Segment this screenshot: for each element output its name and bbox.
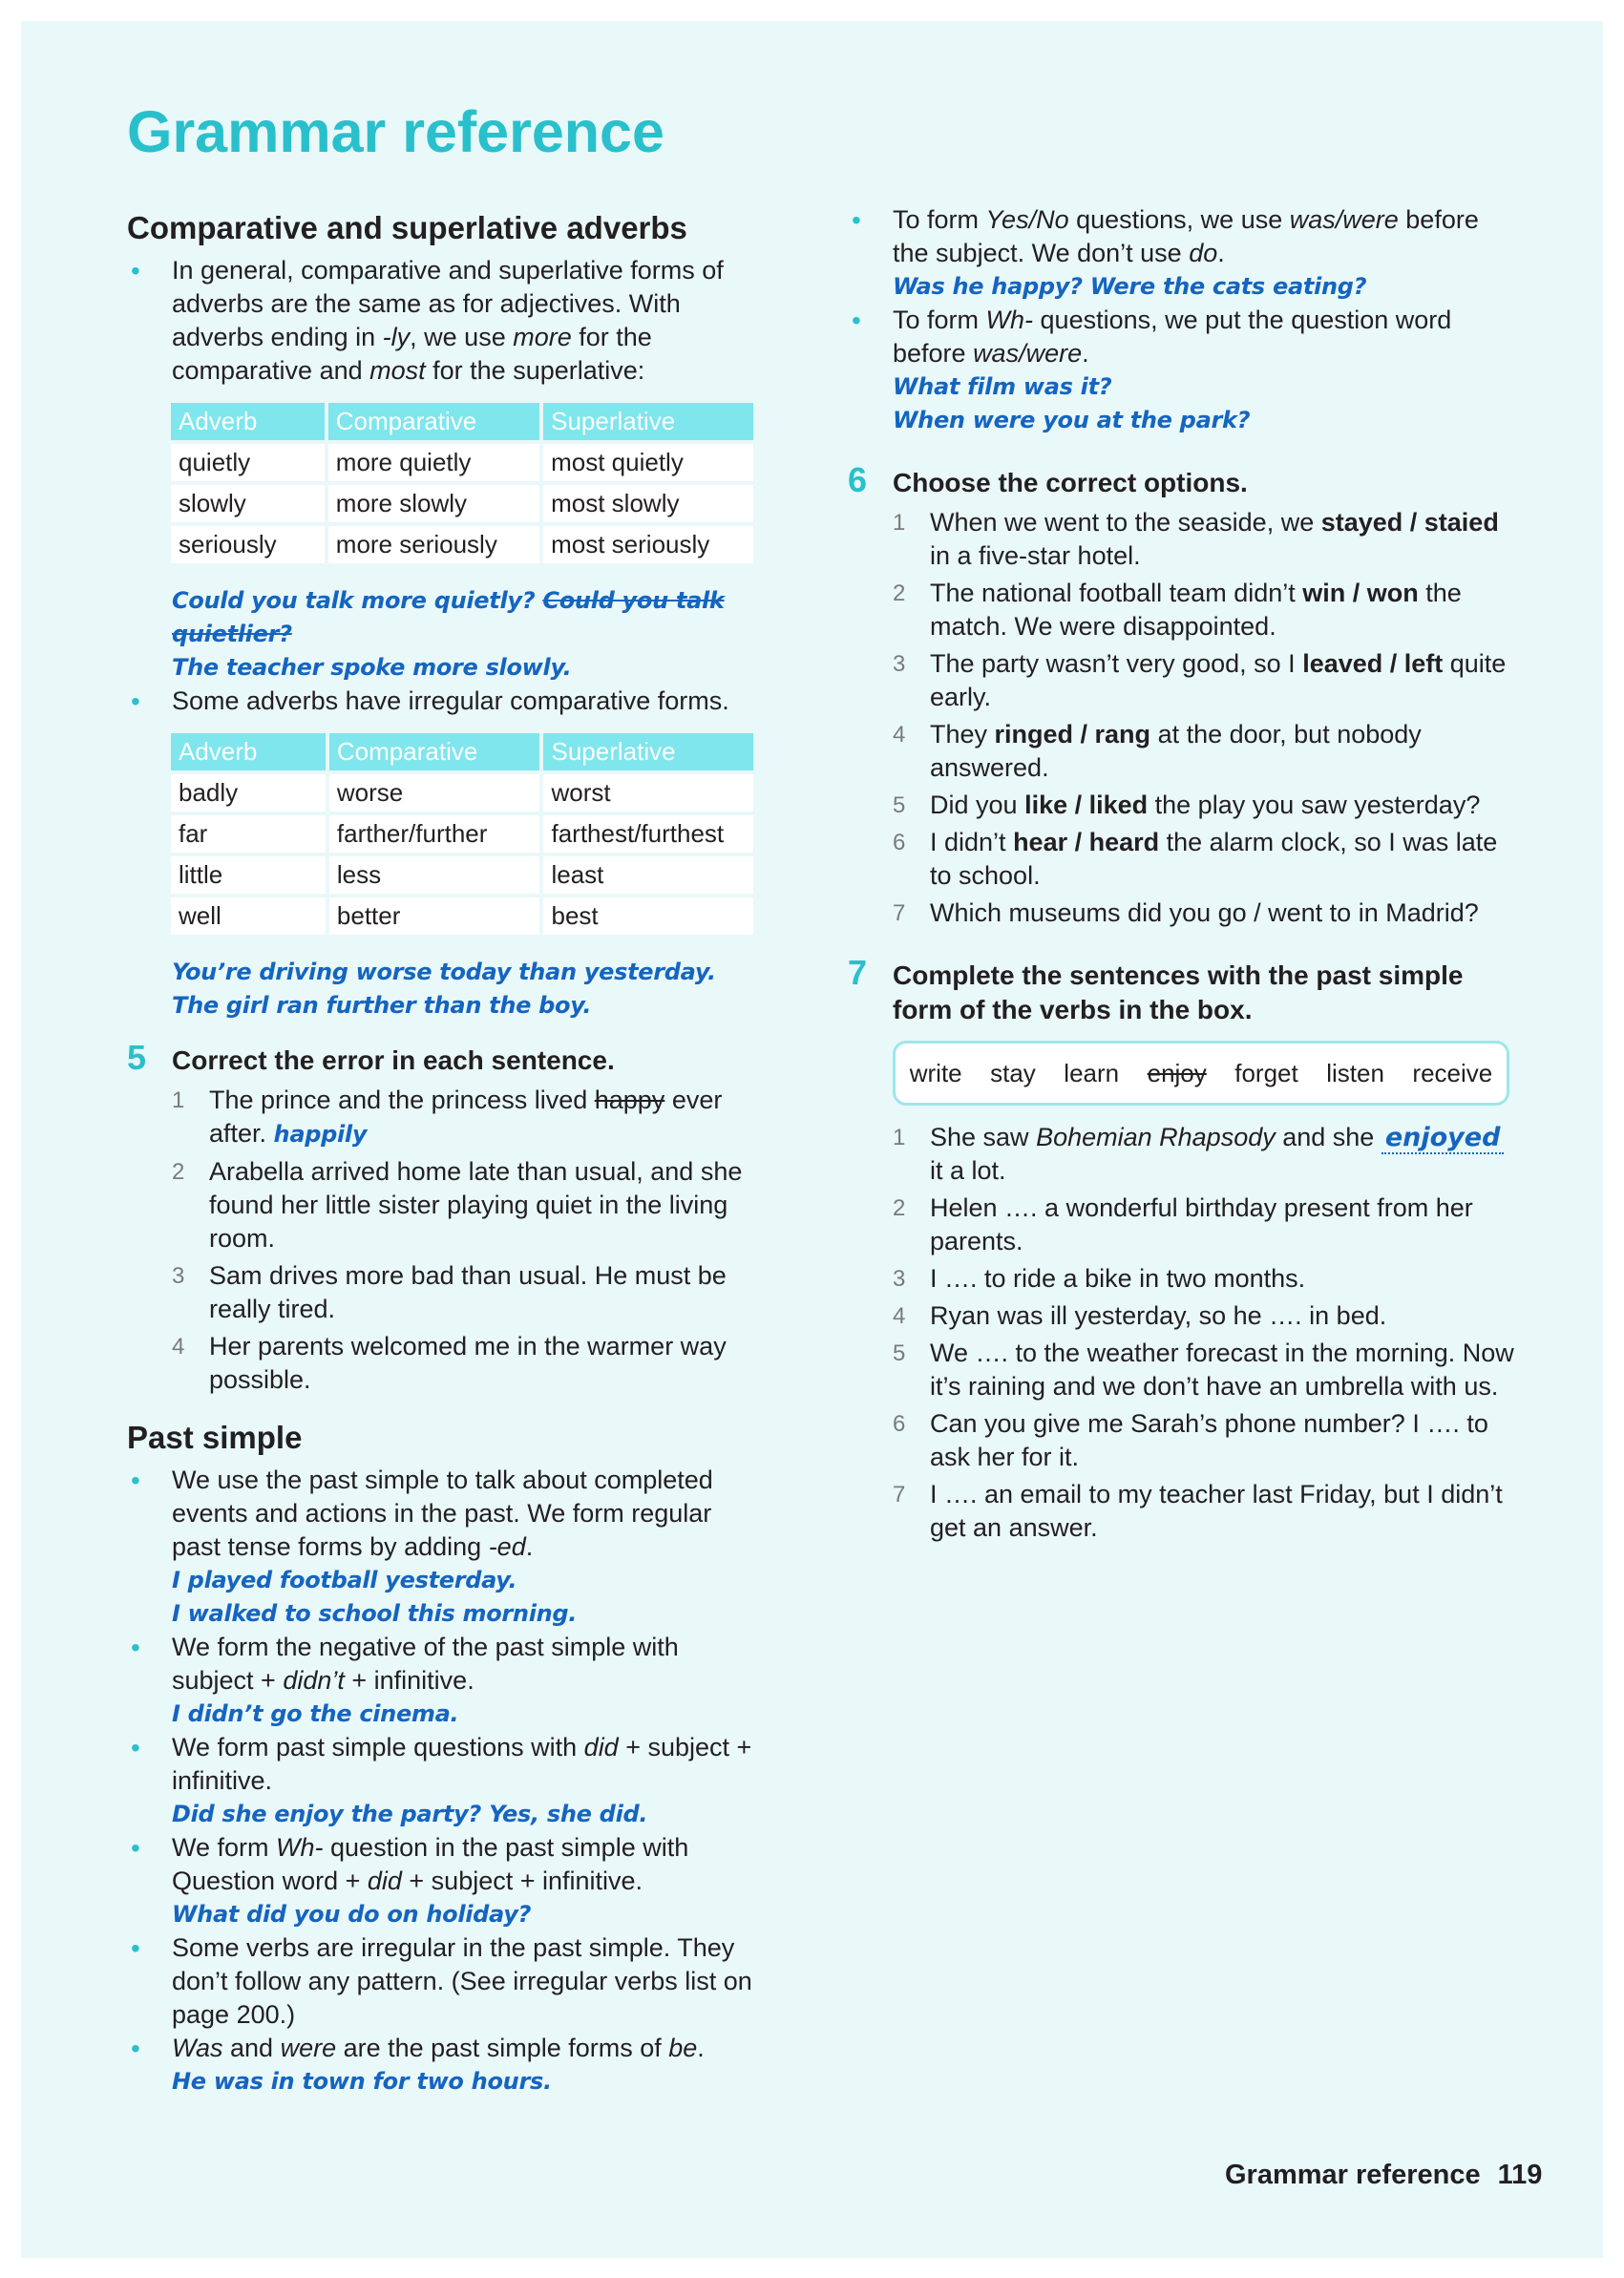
item-number: 5 (893, 1340, 906, 1366)
bullet-past-simple-use (127, 1464, 757, 1564)
exercise-number: 7 (848, 953, 868, 992)
table-cell: best (543, 897, 753, 935)
table-cell: more slowly (328, 485, 539, 522)
example-group (127, 956, 757, 1023)
table-cell: better (329, 897, 540, 935)
text: We use the past simple to talk about completed events and actions in the past. We form regular past tense forms by adding (172, 1466, 713, 1561)
table-row (171, 444, 753, 481)
text: . (1082, 339, 1089, 368)
table-cell: least (543, 856, 753, 894)
item-text: Sam drives more bad than usual. He must be really tired. (209, 1261, 727, 1323)
text: To form (893, 205, 986, 234)
table-header-cell: Adverb (171, 733, 326, 770)
text-italic: -ed (488, 1532, 526, 1561)
item-text: I didn’t (930, 828, 1014, 856)
bullet-adverbs-intro (127, 254, 757, 388)
item-number: 2 (893, 1195, 906, 1221)
item-number: 1 (893, 1125, 906, 1150)
table-cell: worst (543, 774, 753, 812)
table-cell: worse (329, 774, 540, 812)
table-header-cell: Superlative (543, 403, 753, 440)
table-cell: more seriously (328, 526, 539, 563)
table-cell: little (171, 856, 326, 894)
item-text: it a lot. (930, 1156, 1006, 1185)
list-item (127, 1330, 757, 1397)
example-incorrect-struck: Could you talk quietlier? (172, 587, 725, 647)
text: questions, we put the question word before (893, 306, 1452, 368)
box-word-used: enjoy (1147, 1058, 1207, 1087)
bullet-past-simple-negative (127, 1631, 757, 1698)
text: + infinitive. (344, 1666, 475, 1695)
example-sentence: The teacher spoke more slowly. (172, 654, 572, 681)
exercise-instruction: Complete the sentences with the past simple form of the verbs in the box. (893, 960, 1464, 1024)
text: , we use (410, 323, 514, 351)
item-text: The national football team didn’t (930, 579, 1303, 607)
list-item (848, 1192, 1516, 1258)
text: + subject + infinitive. (401, 1867, 643, 1895)
item-text: in a five-star hotel. (930, 541, 1141, 570)
bullet-irregular-verbs: • Some verbs are irregular in the past simple. They don’t follow any pattern. (See irregular verbs list on page 200.) (127, 1931, 757, 2032)
bullet-wh-questions (848, 304, 1516, 370)
item-title: Bohemian Rhapsody (1036, 1123, 1276, 1151)
example-group (848, 370, 1516, 437)
list-item (848, 1337, 1516, 1403)
example-sentence: What film was it? (893, 373, 1112, 400)
text: questions, we use (1068, 205, 1290, 234)
text-italic: didn’t (283, 1666, 345, 1695)
text-italic: more (513, 323, 572, 351)
item-answer: enjoyed (1381, 1123, 1505, 1154)
text-italic: was/were (973, 339, 1083, 368)
exercise-6-list (848, 506, 1516, 930)
item-number: 7 (893, 900, 906, 926)
item-text: I …. an email to my teacher last Friday, but I didn’t get an answer. (930, 1480, 1503, 1542)
text: are the past simple forms of (336, 2034, 669, 2062)
adverbs-table-regular (167, 399, 757, 567)
text: . (525, 1532, 534, 1561)
item-options: like / liked (1024, 791, 1149, 819)
item-options: hear / heard (1013, 828, 1160, 856)
item-number: 3 (893, 651, 906, 677)
list-item (848, 1262, 1516, 1296)
box-word: stay (990, 1058, 1036, 1087)
table-cell: more quietly (328, 444, 539, 481)
table-header-cell: Superlative (543, 733, 753, 770)
table-cell: quietly (171, 444, 325, 481)
item-text: Ryan was ill yesterday, so he …. in bed. (930, 1301, 1387, 1330)
table-cell: most slowly (543, 485, 753, 522)
text: question in the past simple with Question word + (172, 1833, 689, 1895)
item-text: Helen …. a wonderful birthday present from her parents. (930, 1193, 1473, 1255)
table-cell: well (171, 897, 326, 935)
text-italic: -ly (382, 323, 411, 351)
item-number: 1 (172, 1087, 185, 1113)
item-text: the play you saw yesterday? (1148, 791, 1481, 819)
text: In general, comparative and superlative forms of adverbs are the same as for adjectives. With adverbs ending in (172, 256, 724, 351)
item-number: 6 (893, 830, 906, 855)
item-text: Arabella arrived home late than usual, and she found her little sister playing quiet in the living room. (209, 1157, 743, 1253)
item-text: at the door, but nobody answered. (930, 720, 1422, 782)
table-cell: far (171, 815, 326, 853)
example-sentence: The girl ran further than the boy. (172, 992, 592, 1019)
text: To form (893, 306, 986, 334)
item-text: We …. to the weather forecast in the morning. Now it’s raining and we don’t have an umbrella with us. (930, 1339, 1514, 1401)
item-number: 2 (172, 1159, 185, 1185)
bullet-past-simple-wh (127, 1831, 757, 1898)
item-text: the alarm clock, so I was late to school. (930, 828, 1498, 890)
list-item (127, 1084, 757, 1151)
text: before the subject. We don’t use (893, 205, 1479, 267)
bullet-past-simple-questions (127, 1731, 757, 1798)
table-row (171, 485, 753, 522)
list-item (848, 826, 1516, 893)
item-number: 5 (893, 792, 906, 818)
table-cell: slowly (171, 485, 325, 522)
item-text: Did you (930, 791, 1025, 819)
text-italic: Was (172, 2034, 223, 2062)
exercise-5-heading (127, 1038, 757, 1078)
example-sentence: He was in town for two hours. (172, 2068, 552, 2095)
exercise-instruction: Correct the error in each sentence. (172, 1045, 615, 1075)
list-item (848, 896, 1516, 930)
example-sentence: When were you at the park? (893, 407, 1251, 433)
example-sentence: Did she enjoy the party? Yes, she did. (172, 1801, 648, 1827)
text: We form the negative of the past simple with subject + (172, 1633, 679, 1695)
table-header-cell: Comparative (329, 733, 540, 770)
exercise-7-list (848, 1121, 1516, 1545)
bullet-yes-no-questions (848, 203, 1516, 270)
text: We form (172, 1833, 277, 1862)
item-options: stayed / staied (1320, 508, 1499, 537)
item-number: 6 (893, 1411, 906, 1437)
list-item (848, 1478, 1516, 1545)
text-italic: be (668, 2034, 698, 2062)
footer-label: Grammar reference (1225, 2160, 1481, 2190)
box-word: receive (1412, 1058, 1493, 1087)
list-item (848, 1121, 1516, 1188)
text-italic: Wh- (276, 1833, 324, 1862)
example-group (127, 584, 757, 685)
table-cell: seriously (171, 526, 325, 563)
table-cell: most quietly (543, 444, 753, 481)
text: + subject + infinitive. (172, 1733, 752, 1795)
item-text: She saw (930, 1123, 1037, 1151)
table-cell: farther/further (329, 815, 540, 853)
item-text: They (930, 720, 995, 749)
item-number: 4 (893, 1303, 906, 1329)
example-sentence: You’re driving worse today than yesterday. (172, 959, 716, 985)
list-item (848, 1299, 1516, 1333)
bullet-was-were (127, 2032, 757, 2065)
box-word: listen (1326, 1058, 1384, 1087)
text: We form past simple questions with (172, 1733, 584, 1761)
example-group (127, 1564, 757, 1631)
table-header-row (171, 403, 753, 440)
table-row (171, 815, 753, 853)
item-number: 3 (172, 1263, 185, 1289)
example-sentence: I played football yesterday. (172, 1567, 517, 1593)
item-options: leaved / left (1302, 649, 1444, 678)
text-italic: did (367, 1867, 402, 1895)
item-number: 3 (893, 1266, 906, 1292)
exercise-6-heading (848, 460, 1516, 500)
table-cell: most seriously (543, 526, 753, 563)
box-word: forget (1234, 1058, 1298, 1087)
right-column (848, 203, 1516, 1549)
exercise-instruction: Choose the correct options. (893, 468, 1248, 497)
page-number: 119 (1497, 2160, 1543, 2190)
item-number: 4 (172, 1334, 185, 1360)
left-column (127, 200, 757, 2099)
text-italic: was/were (1289, 205, 1399, 234)
item-text: Her parents welcomed me in the warmer way possible. (209, 1332, 727, 1394)
bullet-irregular-note: • Some adverbs have irregular comparative forms. (127, 685, 757, 718)
item-text: Can you give me Sarah’s phone number? I …. to ask her for it. (930, 1409, 1488, 1471)
item-number: 2 (893, 580, 906, 606)
box-word: learn (1064, 1058, 1120, 1087)
text: for the comparative and (172, 323, 652, 385)
exercise-number: 5 (127, 1038, 147, 1077)
table-row (171, 774, 753, 812)
text-italic: Wh- (985, 306, 1034, 334)
text-italic: were (280, 2034, 337, 2062)
table-header-cell: Comparative (328, 403, 539, 440)
list-item (848, 506, 1516, 573)
example-sentence: I didn’t go the cinema. (172, 1700, 459, 1727)
item-text: and she (1275, 1123, 1381, 1151)
item-number: 1 (893, 510, 906, 536)
text: for the superlative: (425, 356, 645, 385)
item-text: quite early. (930, 649, 1507, 711)
text: . (1217, 239, 1225, 267)
item-text: The party wasn’t very good, so I (930, 649, 1303, 678)
item-options: win / won (1302, 579, 1419, 607)
page-footer (1225, 2160, 1542, 2191)
text: and (222, 2034, 281, 2062)
list-item (848, 577, 1516, 643)
item-struck-word: happy (594, 1086, 665, 1114)
word-box (893, 1041, 1509, 1106)
table-row (171, 897, 753, 935)
item-answer: happily (273, 1121, 368, 1148)
item-options: ringed / rang (994, 720, 1151, 749)
example-sentence: What did you do on holiday? (172, 1901, 532, 1928)
example-sentence: I walked to school this morning. (172, 1600, 578, 1627)
text-italic: do (1189, 239, 1218, 267)
table-cell: farthest/furthest (543, 815, 753, 853)
table-row (171, 856, 753, 894)
table-cell: badly (171, 774, 326, 812)
box-word: write (909, 1058, 962, 1087)
example-sentence: Could you talk more quietly? (172, 587, 536, 614)
item-text: I …. to ride a bike in two months. (930, 1264, 1306, 1293)
page-title: Grammar reference (127, 99, 664, 164)
exercise-7-heading (848, 953, 1516, 1027)
exercise-number: 6 (848, 460, 868, 499)
table-row (171, 526, 753, 563)
item-text: ever after. (209, 1086, 723, 1148)
item-text: Which museums did you go / went to in Madrid? (930, 898, 1479, 927)
list-item (848, 789, 1516, 822)
list-item (127, 1155, 757, 1255)
table-header-row (171, 733, 753, 770)
text-italic: most (369, 356, 426, 385)
section-heading-past-simple: Past simple (127, 1420, 303, 1455)
item-number: 7 (893, 1482, 906, 1508)
exercise-5-list (127, 1084, 757, 1397)
table-header-cell: Adverb (171, 403, 325, 440)
adverbs-table-irregular (167, 729, 757, 939)
text: . (697, 2034, 705, 2062)
list-item (848, 647, 1516, 714)
table-cell: less (329, 856, 540, 894)
list-item (848, 718, 1516, 785)
list-item (127, 1259, 757, 1326)
item-text: the match. We were disappointed. (930, 579, 1462, 641)
text-italic: did (583, 1733, 619, 1761)
section-heading-adverbs: Comparative and superlative adverbs (127, 210, 687, 245)
item-number: 4 (893, 722, 906, 748)
item-text: When we went to the seaside, we (930, 508, 1321, 537)
text-italic: Yes/No (985, 205, 1069, 234)
example-sentence: Was he happy? Were the cats eating? (893, 273, 1367, 300)
list-item (848, 1407, 1516, 1474)
item-text: The prince and the princess lived (209, 1086, 595, 1114)
